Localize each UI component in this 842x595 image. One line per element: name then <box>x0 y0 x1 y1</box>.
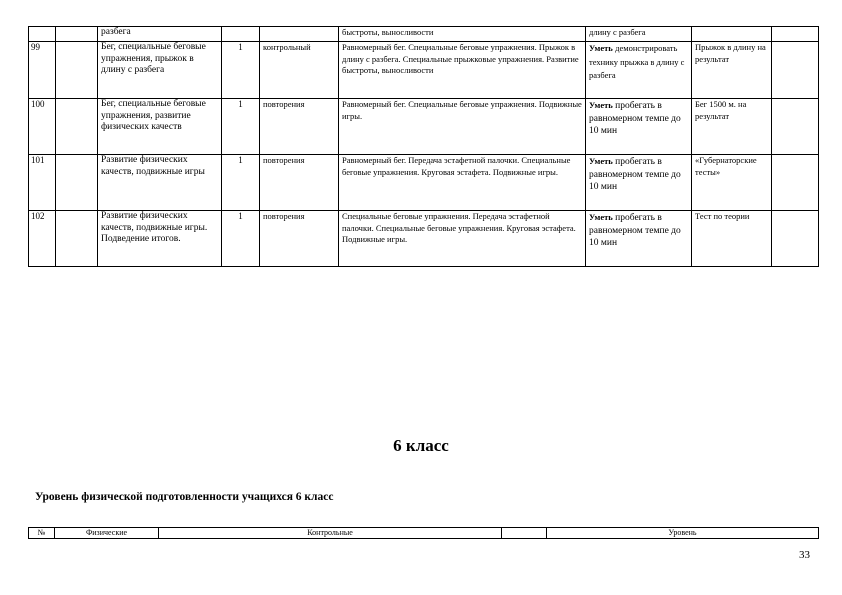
table-cell <box>692 27 772 42</box>
lesson-content: Равномерный бег. Передача эстафетной палочки. Специальные беговые упражнения. Круговая эстафета. Подвижные игры. <box>339 155 586 211</box>
lesson-content: быстроты, выносливости <box>339 27 586 42</box>
lesson-number: 101 <box>29 155 56 211</box>
column-header-number: № <box>29 528 55 539</box>
requirements-text: пробегать в равномерном темпе до 10 мин <box>589 101 681 136</box>
table-row <box>29 42 819 99</box>
lesson-plan-table <box>28 26 819 267</box>
table-cell <box>29 27 56 42</box>
table-cell <box>222 27 260 42</box>
column-header-level: Уровень <box>547 528 819 539</box>
level-table-title: Уровень физической подготовленности учащихся 6 класс <box>35 491 334 503</box>
lesson-type: повторения <box>260 211 339 267</box>
lesson-hours: 1 <box>222 155 260 211</box>
column-header-quality: Физические <box>55 528 159 539</box>
lesson-type: контрольный <box>260 42 339 99</box>
lesson-content: Равномерный бег. Специальные беговые упражнения. Подвижные игры. <box>339 99 586 155</box>
table-cell <box>260 27 339 42</box>
requirements-text: пробегать в равномерном темпе до 10 мин <box>589 157 681 192</box>
lesson-control: Бег 1500 м. на результат <box>692 99 772 155</box>
lesson-hours: 1 <box>222 42 260 99</box>
lesson-topic: Развитие физических качеств, подвижные игры <box>98 155 222 211</box>
table-cell <box>772 99 819 155</box>
table-row <box>29 155 819 211</box>
table-cell <box>772 42 819 99</box>
lesson-topic: Бег, специальные беговые упражнения, прыжок в длину с разбега <box>98 42 222 99</box>
lesson-topic: разбега <box>98 27 222 42</box>
lesson-type: повторения <box>260 155 339 211</box>
requirements-label: Уметь <box>589 100 613 110</box>
lesson-hours: 1 <box>222 99 260 155</box>
lesson-requirements <box>586 155 692 211</box>
table-cell <box>56 27 98 42</box>
table-cell <box>56 42 98 99</box>
requirements-label: Уметь <box>589 156 613 166</box>
lesson-number: 100 <box>29 99 56 155</box>
lesson-hours: 1 <box>222 211 260 267</box>
fitness-level-table <box>28 527 819 539</box>
lesson-content: Специальные беговые упражнения. Передача эстафетной палочки. Специальные беговые упражнения. Круговая эстафета. Подвижные игры. <box>339 211 586 267</box>
lesson-requirements <box>586 99 692 155</box>
table-cell <box>502 528 547 539</box>
lesson-control: «Губернаторские тесты» <box>692 155 772 211</box>
lesson-requirements <box>586 42 692 99</box>
lesson-topic: Развитие физических качеств, подвижные игры. Подведение итогов. <box>98 211 222 267</box>
lesson-number: 99 <box>29 42 56 99</box>
requirements-label: Уметь <box>589 43 613 53</box>
table-header-row <box>29 528 819 539</box>
requirements-text: демонстрировать технику прыжка в длину с разбега <box>589 43 685 80</box>
page-number: 33 <box>799 549 810 561</box>
table-cell <box>56 211 98 267</box>
column-header-control: Контрольные <box>159 528 502 539</box>
table-row <box>29 211 819 267</box>
section-title: 6 класс <box>393 436 449 455</box>
lesson-topic: Бег, специальные беговые упражнения, развитие физических качеств <box>98 99 222 155</box>
table-row <box>29 99 819 155</box>
lesson-requirements <box>586 211 692 267</box>
table-cell <box>772 211 819 267</box>
lesson-control: Прыжок в длину на результат <box>692 42 772 99</box>
table-cell <box>772 155 819 211</box>
lesson-type: повторения <box>260 99 339 155</box>
table-cell <box>56 155 98 211</box>
lesson-control: Тест по теории <box>692 211 772 267</box>
lesson-number: 102 <box>29 211 56 267</box>
lesson-requirements: длину с разбега <box>586 27 692 42</box>
requirements-label: Уметь <box>589 212 613 222</box>
lesson-content: Равномерный бег. Специальные беговые упражнения. Прыжок в длину с разбега. Специальные прыжковые упражнения. Развитие быстроты, выносливости <box>339 42 586 99</box>
table-row <box>29 27 819 42</box>
table-cell <box>56 99 98 155</box>
requirements-text: пробегать в равномерном темпе до 10 мин <box>589 213 681 248</box>
table-cell <box>772 27 819 42</box>
